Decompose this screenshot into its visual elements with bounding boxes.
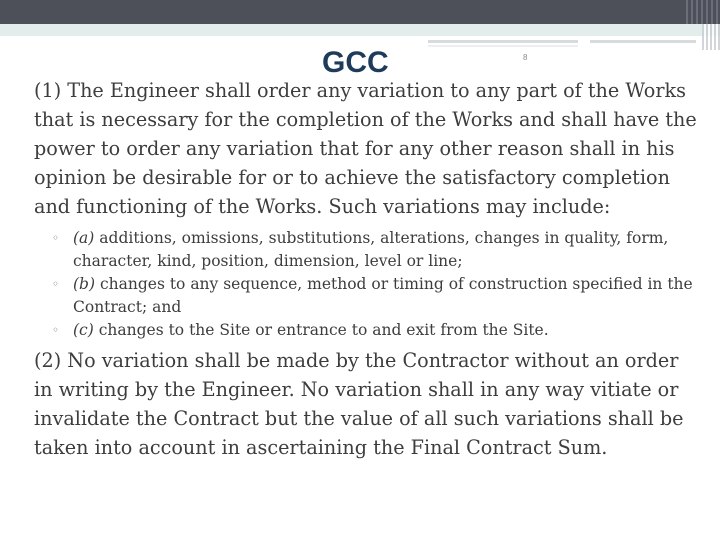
decorative-line — [590, 40, 696, 43]
item-marker: (b) — [73, 275, 96, 293]
list-item — [52, 227, 702, 273]
paragraph-2: (2) No variation shall be made by the Contractor without an order in writing by the Engineer. No variation shall in any way vitiate or invalidate the Contract but the value of all such variations shall be taken into account in ascertaining the Final Contract Sum. — [34, 349, 684, 459]
item-text: changes to any sequence, method or timing of construction specified in the Contract; and — [73, 275, 693, 316]
header-band — [0, 24, 720, 36]
item-marker: (c) — [73, 321, 94, 339]
header-accent-stripes — [686, 0, 720, 24]
bullet-icon: ◦ — [52, 323, 60, 337]
item-text: additions, omissions, substitutions, alterations, changes in quality, form, character, kind, position, dimension, level or line; — [73, 229, 669, 270]
page-number: 8 — [523, 53, 528, 62]
item-text: changes to the Site or entrance to and exit from the Site. — [98, 321, 549, 339]
decorative-line — [428, 45, 578, 47]
list-item — [52, 273, 702, 319]
slide-body — [34, 76, 702, 462]
variation-list — [34, 227, 702, 342]
decorative-line — [428, 40, 578, 43]
list-item — [52, 319, 702, 342]
paragraph-1: (1) The Engineer shall order any variation to any part of the Works that is necessary for the completion of the Works and shall have the power to order any variation that for any other reason shall in his opinion be desirable for or to achieve the satisfactory completion and functioning of the Works. Such variations may include: — [34, 79, 697, 218]
decorative-stripes — [702, 24, 720, 50]
item-marker: (a) — [73, 229, 95, 247]
slide-title: GCC — [322, 46, 389, 79]
header-bar — [0, 0, 720, 24]
bullet-icon: ◦ — [52, 277, 60, 291]
bullet-icon: ◦ — [52, 231, 60, 245]
